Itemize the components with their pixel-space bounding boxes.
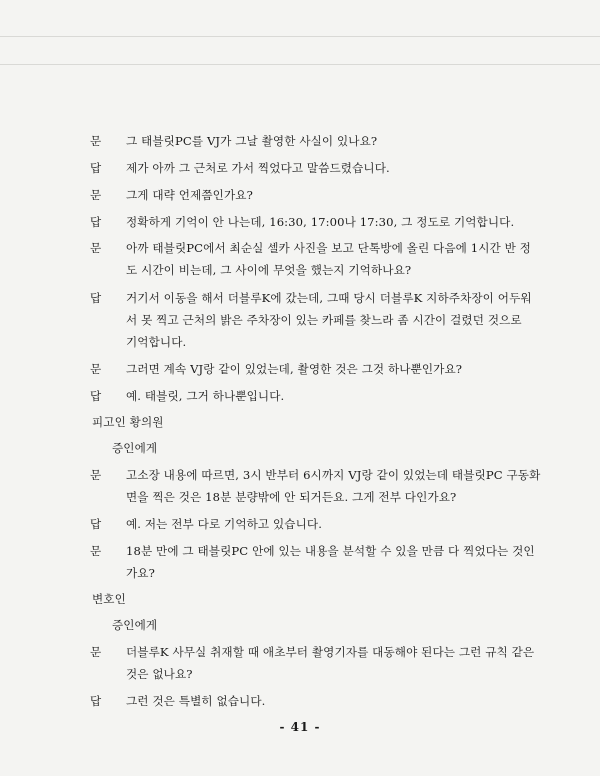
- qa-label: 문: [90, 362, 102, 376]
- qa-text: 그 태블릿PC를 VJ가 그날 촬영한 사실이 있나요?: [126, 134, 378, 148]
- qa-label: 답: [90, 291, 102, 305]
- qa-label: 답: [90, 161, 102, 175]
- qa-label: 문: [90, 134, 102, 148]
- qa-text: 아까 태블릿PC에서 최순실 셀카 사진을 보고 단톡방에 올린 다음에 1시간 반 정: [126, 241, 531, 255]
- qa-text: 더블루K 사무실 취재할 때 애초부터 촬영기자를 대동해야 된다는 그런 규칙 같은: [126, 645, 535, 659]
- qa-label: 답: [90, 517, 102, 531]
- qa-text: 그게 대략 언제쯤인가요?: [126, 188, 253, 202]
- qa-text: 가요?: [126, 566, 155, 580]
- qa-text: 거기서 이동을 해서 더블루K에 갔는데, 그때 당시 더블루K 지하주차장이 어두워: [126, 291, 532, 305]
- qa-text: 서 못 찍고 근처의 밝은 주차장이 있는 카페를 찾느라 좀 시간이 걸렸던 것으로: [126, 313, 522, 327]
- qa-label: 문: [90, 468, 102, 482]
- qa-label: 문: [90, 544, 102, 558]
- speaker-addressee: 증인에게: [112, 618, 158, 632]
- page-number: - 41 -: [279, 720, 321, 734]
- top-rule-2: [0, 64, 600, 65]
- speaker-name: 변호인: [92, 592, 126, 606]
- qa-label: 문: [90, 645, 102, 659]
- qa-text: 제가 아까 그 근처로 가서 찍었다고 말씀드렸습니다.: [126, 161, 390, 175]
- qa-text: 예. 태블릿, 그거 하나뿐입니다.: [126, 389, 285, 403]
- qa-label: 답: [90, 694, 102, 708]
- qa-text: 그러면 계속 VJ랑 같이 있었는데, 촬영한 것은 그것 하나뿐인가요?: [126, 362, 463, 376]
- top-rule: [0, 36, 600, 37]
- speaker-addressee: 증인에게: [112, 441, 158, 455]
- qa-label: 답: [90, 389, 102, 403]
- qa-text: 정확하게 기억이 안 나는데, 16:30, 17:00나 17:30, 그 정도로 기억합니다.: [126, 215, 515, 229]
- qa-text: 기억합니다.: [126, 335, 187, 349]
- qa-text: 예. 저는 전부 다로 기억하고 있습니다.: [126, 517, 322, 531]
- qa-label: 답: [90, 215, 102, 229]
- qa-text: 면을 찍은 것은 18분 분량밖에 안 되거든요. 그게 전부 다인가요?: [126, 490, 457, 504]
- qa-label: 문: [90, 188, 102, 202]
- qa-text: 도 시간이 비는데, 그 사이에 무엇을 했는지 기억하나요?: [126, 263, 412, 277]
- qa-text: 것은 없나요?: [126, 667, 193, 681]
- speaker-name: 피고인 황의원: [92, 415, 164, 429]
- qa-text: 그런 것은 특별히 없습니다.: [126, 694, 266, 708]
- qa-text: 고소장 내용에 따르면, 3시 반부터 6시까지 VJ랑 같이 있었는데 태블릿PC 구동화: [126, 468, 541, 482]
- qa-label: 문: [90, 241, 102, 255]
- qa-text: 18분 만에 그 태블릿PC 안에 있는 내용을 분석할 수 있을 만큼 다 찍었다는 것인: [126, 544, 535, 558]
